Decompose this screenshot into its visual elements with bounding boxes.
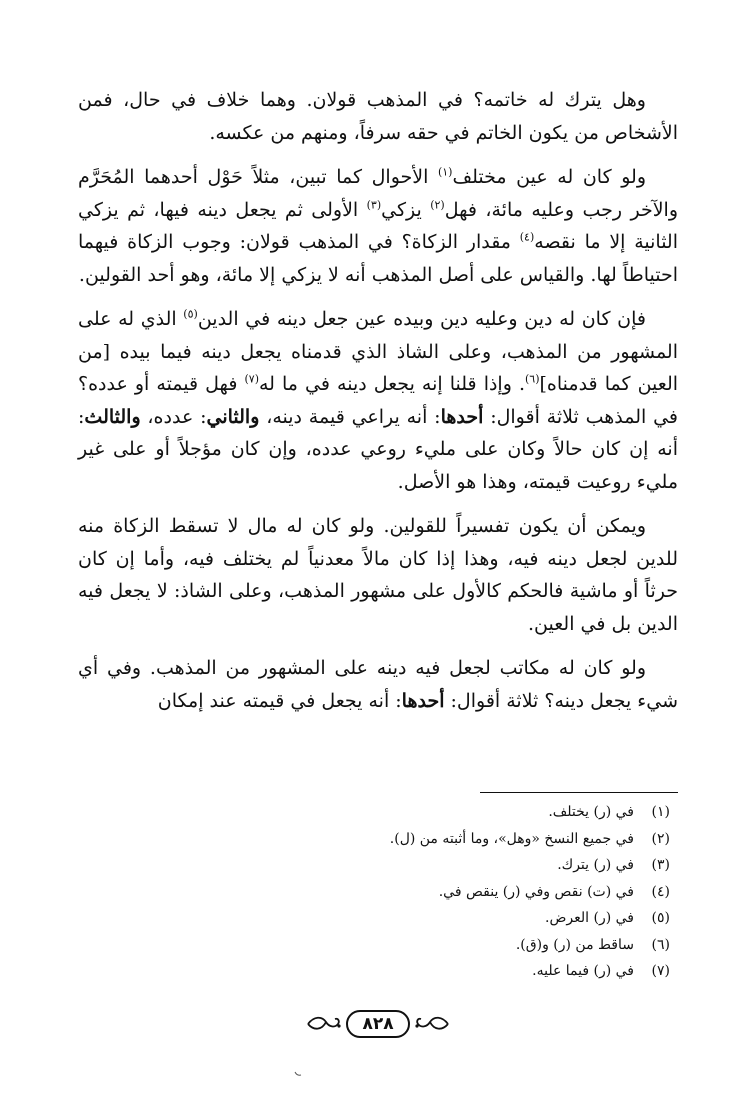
footnote-number: (٤) bbox=[651, 883, 670, 900]
bold-term: أحدها bbox=[440, 405, 484, 428]
paragraph-2 bbox=[78, 161, 678, 291]
text-run: فهل قيمته أو عدده؟ في المذهب ثلاثة أقوال: bbox=[78, 373, 678, 428]
footnote-text: في جميع النسخ «وهل»، وما أثبته من (ل). bbox=[389, 830, 634, 847]
paragraph-3 bbox=[78, 303, 678, 498]
paragraph-5 bbox=[78, 652, 678, 717]
text-run: الذي له على المشهور من المذهب، وعلى الشاذ الذي قدمناه يجعل دينه فيما بيده [من العين كما قدمناه] bbox=[78, 308, 679, 395]
footnote-text: في (ر) يترك. bbox=[557, 857, 634, 873]
text-run: : أنه يراعي قيمة دينه، bbox=[259, 405, 441, 428]
footnote-text: في (ر) يختلف. bbox=[548, 804, 634, 820]
stray-mark-icon bbox=[294, 1071, 302, 1077]
footnote-item bbox=[78, 879, 670, 906]
page-number-ornament bbox=[0, 1010, 756, 1038]
footnote-ref: (٥) bbox=[183, 307, 198, 321]
footnote-ref: (٧) bbox=[244, 372, 259, 386]
text-run: فإن كان له دين وعليه دين وبيده عين جعل دينه في الدين bbox=[197, 308, 646, 330]
footnote-item bbox=[78, 852, 670, 879]
footnote-number: (٦) bbox=[651, 936, 670, 953]
footnote-item bbox=[78, 799, 670, 826]
bold-term: والثالث bbox=[84, 405, 141, 428]
footnote-ref: (٣) bbox=[366, 198, 382, 212]
text-run: : أنه يجعل في قيمته عند إمكان bbox=[157, 689, 402, 712]
flourish-left-icon bbox=[412, 1014, 450, 1034]
footnote-item bbox=[78, 826, 670, 853]
text-run: يزكي bbox=[381, 198, 431, 221]
text-run: الأولى ثم يجعل دينه فيها، ثم يزكي الثانية إلا ما نقصه bbox=[78, 198, 678, 253]
bold-term: والثاني bbox=[206, 405, 260, 428]
text-run: ويمكن أن يكون تفسيراً للقولين. ولو كان له مال لا تسقط الزكاة منه للدين لجعل دينه فيه، وهذا إذا كان مالاً معدنياً لم يختلف فيه، وأما إن كان حرثاً أو ماشية فالحكم كالأول على مشهور المذهب، وعلى الشاذ: لا يجعل فيه الدين بل في العين. bbox=[78, 515, 678, 635]
text-run: : أنه إن كان حالاً وكان على مليء روعي عدده، وإن كان مؤجلاً أو على غير مليء روعيت قيمته، وهذا هو الأصل. bbox=[78, 405, 678, 493]
footnote-text: ساقط من (ر) و(ق). bbox=[515, 936, 634, 953]
footnote-ref: (٤) bbox=[519, 230, 535, 244]
footnote-separator bbox=[480, 792, 678, 793]
flourish-right-icon bbox=[306, 1014, 344, 1034]
text-run: مقدار الزكاة؟ في المذهب قولان: وجوب الزكاة فيهما احتياطاً لها. والقياس على أصل المذهب أنه لا يزكي إلا مائة، وهو أحد القولين. bbox=[78, 231, 678, 286]
footnote-ref: (١) bbox=[437, 165, 453, 179]
footnotes bbox=[78, 799, 670, 985]
footnote-text: في (ر) فيما عليه. bbox=[532, 963, 634, 979]
bold-term: أحدها bbox=[401, 689, 445, 712]
text-run: : عدده، bbox=[140, 405, 207, 428]
page-number: ٨٢٨ bbox=[346, 1010, 409, 1038]
text-run: الأحوال كما تبين، مثلاً حَوْل أحدهما المُحَرَّم والآخر رجب وعليه مائة، فهل bbox=[78, 166, 678, 221]
footnote-item bbox=[78, 905, 670, 932]
paragraph-4 bbox=[78, 510, 678, 640]
paragraph-1 bbox=[78, 84, 678, 149]
footnote-text: في (ر) العرض. bbox=[545, 910, 634, 926]
text-run: . وإذا قلنا إنه يجعل دينه في ما له bbox=[258, 373, 525, 395]
text-run: وهل يترك له خاتمه؟ في المذهب قولان. وهما خلاف في حال، فمن الأشخاص من يكون الخاتم في حقه سرفاً، ومنهم من عكسه. bbox=[78, 89, 678, 144]
footnote-number: (٥) bbox=[651, 910, 670, 926]
footnote-number: (٢) bbox=[651, 830, 670, 847]
footnote-number: (٣) bbox=[651, 857, 670, 873]
footnote-item bbox=[78, 958, 670, 985]
footnote-ref: (٢) bbox=[430, 198, 445, 212]
text-run: ولو كان له عين مختلف bbox=[452, 166, 646, 188]
main-text bbox=[78, 84, 678, 729]
footnote-item bbox=[78, 932, 670, 959]
footnote-number: (٧) bbox=[651, 963, 670, 979]
text-run: ولو كان له مكاتب لجعل فيه دينه على المشهور من المذهب. وفي أي شيء يجعل دينه؟ ثلاثة أقوال: bbox=[78, 657, 678, 712]
footnote-text: في (ت) نقص وفي (ر) ينقص في. bbox=[438, 883, 634, 900]
footnote-ref: (٦) bbox=[525, 372, 540, 386]
footnote-number: (١) bbox=[651, 804, 670, 820]
